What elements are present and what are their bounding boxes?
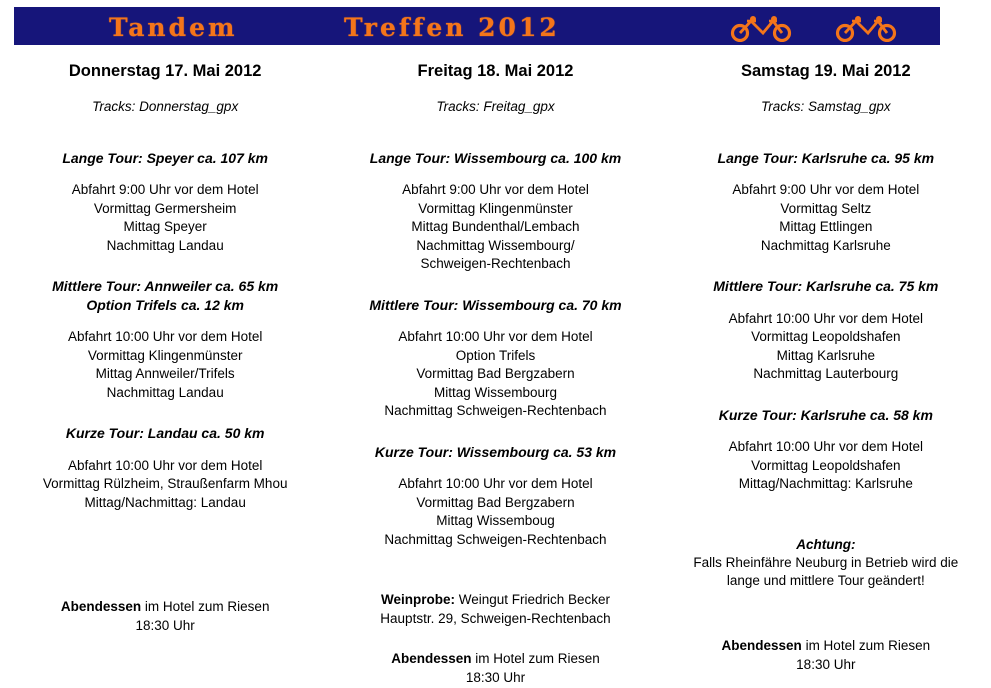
tour-block-mittlere	[6, 277, 324, 402]
header-banner	[14, 7, 940, 45]
dinner-text: im Hotel zum Riesen	[801, 637, 931, 653]
tour-detail-lines	[336, 328, 654, 420]
dinner-line	[667, 637, 985, 656]
tour-block-lange	[667, 149, 985, 255]
tandem-bicycle-icon	[832, 16, 900, 47]
tour-detail-line: Mittag Wissemboug	[436, 513, 555, 529]
tour-detail-lines	[6, 328, 324, 402]
day-column-donnerstag	[0, 52, 330, 688]
dinner-block	[336, 650, 654, 688]
wine-tasting-line	[336, 591, 654, 609]
tour-detail-lines	[336, 475, 654, 549]
tour-block-mittlere	[667, 277, 985, 383]
tour-block-kurze	[6, 424, 324, 512]
tour-detail-lines	[6, 457, 324, 512]
tandem-bicycle-icon	[727, 16, 795, 47]
tour-detail-line: Mittag Ettlingen	[779, 219, 873, 235]
tour-heading: Lange Tour: Wissembourg ca. 100 km	[369, 149, 622, 166]
tour-detail-line: Nachmittag Karlsruhe	[760, 237, 891, 253]
tour-detail-lines	[667, 438, 985, 493]
notice-lines	[667, 554, 985, 591]
wine-tasting-name: Weingut Friedrich Becker	[454, 592, 611, 608]
tour-detail-line: Mittag Wissembourg	[433, 384, 558, 400]
tour-detail-line: Abfahrt 9:00 Uhr vor dem Hotel	[402, 182, 589, 198]
dinner-time: 18:30 Uhr	[796, 656, 856, 672]
tour-detail-lines	[336, 181, 654, 273]
tracks-label: Tracks: Samstag_gpx	[761, 98, 891, 114]
tour-block-mittlere	[336, 296, 654, 421]
tour-detail-line: Mittag Karlsruhe	[776, 347, 875, 363]
tour-detail-line: Vormittag Klingenmünster	[418, 200, 573, 216]
tour-detail-line: Nachmittag Wissembourg/	[416, 237, 575, 253]
tour-heading-option: Option Trifels ca. 12 km	[86, 296, 244, 313]
tour-block-kurze	[667, 406, 985, 494]
day-title: Donnerstag 17. Mai 2012	[68, 62, 262, 80]
notice-line: Falls Rheinfähre Neuburg in Betrieb wird die	[693, 554, 959, 570]
tour-heading: Mittlere Tour: Annweiler ca. 65 km	[52, 278, 279, 295]
dinner-line	[336, 650, 654, 669]
tour-detail-line: Abfahrt 9:00 Uhr vor dem Hotel	[71, 182, 259, 198]
day-title: Samstag 19. Mai 2012	[740, 62, 911, 80]
dinner-text: im Hotel zum Riesen	[141, 599, 270, 615]
tour-heading: Mittlere Tour: Karlsruhe ca. 75 km	[713, 278, 939, 295]
tour-detail-line: Abfahrt 9:00 Uhr vor dem Hotel	[732, 182, 920, 198]
tour-detail-line: Vormittag Germersheim	[93, 200, 237, 216]
tour-heading: Lange Tour: Speyer ca. 107 km	[62, 149, 268, 166]
banner-title-tandem: Tandem	[109, 13, 238, 42]
dinner-time: 18:30 Uhr	[465, 670, 526, 686]
wine-tasting-label: Weinprobe:	[380, 592, 455, 608]
tour-heading: Kurze Tour: Landau ca. 50 km	[65, 425, 265, 442]
tour-detail-line: Vormittag Leopoldshafen	[751, 329, 901, 345]
tour-heading: Kurze Tour: Karlsruhe ca. 58 km	[718, 406, 933, 423]
tour-detail-line: Vormittag Bad Bergzabern	[416, 366, 575, 382]
tour-heading: Kurze Tour: Wissembourg ca. 53 km	[374, 443, 617, 460]
tour-detail-line: Abfahrt 10:00 Uhr vor dem Hotel	[398, 329, 593, 345]
tour-detail-lines	[667, 310, 985, 384]
dinner-label: Abendessen	[721, 637, 802, 653]
tour-heading: Mittlere Tour: Wissembourg ca. 70 km	[369, 296, 622, 313]
tour-detail-line: Abfahrt 10:00 Uhr vor dem Hotel	[67, 329, 263, 345]
dinner-text: im Hotel zum Riesen	[471, 651, 600, 667]
tour-heading: Lange Tour: Karlsruhe ca. 95 km	[717, 149, 935, 166]
tour-detail-line: Abfahrt 10:00 Uhr vor dem Hotel	[728, 310, 923, 326]
tour-block-lange	[6, 149, 324, 255]
notice-line: lange und mittlere Tour geändert!	[726, 573, 925, 589]
dinner-block	[6, 598, 324, 636]
tour-detail-line: Abfahrt 10:00 Uhr vor dem Hotel	[398, 476, 593, 492]
tour-detail-line: Schweigen-Rechtenbach	[420, 256, 571, 272]
tour-detail-line: Nachmittag Schweigen-Rechtenbach	[384, 531, 607, 547]
day-title: Freitag 18. Mai 2012	[417, 62, 574, 80]
schedule-columns	[0, 52, 991, 688]
tour-detail-line: Abfahrt 10:00 Uhr vor dem Hotel	[67, 457, 263, 473]
tour-detail-line: Nachmittag Schweigen-Rechtenbach	[384, 403, 607, 419]
tour-detail-line: Mittag/Nachmittag: Landau	[84, 494, 246, 510]
dinner-line	[6, 598, 324, 617]
tour-detail-line: Nachmittag Landau	[106, 384, 224, 400]
tour-block-lange	[336, 149, 654, 274]
tour-detail-line: Mittag Bundenthal/Lembach	[411, 219, 580, 235]
tour-detail-line: Vormittag Seltz	[780, 200, 872, 216]
tour-detail-line: Vormittag Rülzheim, Straußenfarm Mhou	[42, 476, 288, 492]
tracks-label: Tracks: Freitag_gpx	[436, 98, 555, 114]
wine-tasting-block	[336, 591, 654, 628]
day-column-samstag	[661, 52, 991, 688]
tour-block-kurze	[336, 443, 654, 549]
notice-block	[667, 536, 985, 591]
tour-detail-line: Mittag/Nachmittag: Karlsruhe	[738, 476, 913, 492]
banner-title-treffen: Treffen 2012	[344, 13, 560, 42]
notice-heading: Achtung:	[796, 536, 856, 552]
tour-detail-line: Nachmittag Lauterbourg	[753, 366, 899, 382]
tour-detail-lines	[6, 181, 324, 255]
day-column-freitag	[330, 52, 660, 688]
dinner-time: 18:30 Uhr	[135, 618, 195, 634]
tour-detail-lines	[667, 181, 985, 255]
tour-detail-line: Vormittag Leopoldshafen	[751, 457, 901, 473]
tour-detail-line: Nachmittag Landau	[106, 237, 224, 253]
tour-detail-line: Vormittag Bad Bergzabern	[416, 494, 575, 510]
tour-detail-line: Option Trifels	[455, 347, 536, 363]
dinner-label: Abendessen	[60, 599, 142, 615]
tracks-label: Tracks: Donnerstag_gpx	[92, 98, 239, 114]
dinner-label: Abendessen	[391, 651, 472, 667]
wine-tasting-address: Hauptstr. 29, Schweigen-Rechtenbach	[380, 610, 611, 626]
dinner-block	[667, 637, 985, 675]
tour-detail-line: Mittag Speyer	[123, 219, 207, 235]
tour-detail-line: Abfahrt 10:00 Uhr vor dem Hotel	[728, 439, 923, 455]
tour-detail-line: Mittag Annweiler/Trifels	[95, 366, 235, 382]
tour-detail-line: Vormittag Klingenmünster	[87, 347, 243, 363]
